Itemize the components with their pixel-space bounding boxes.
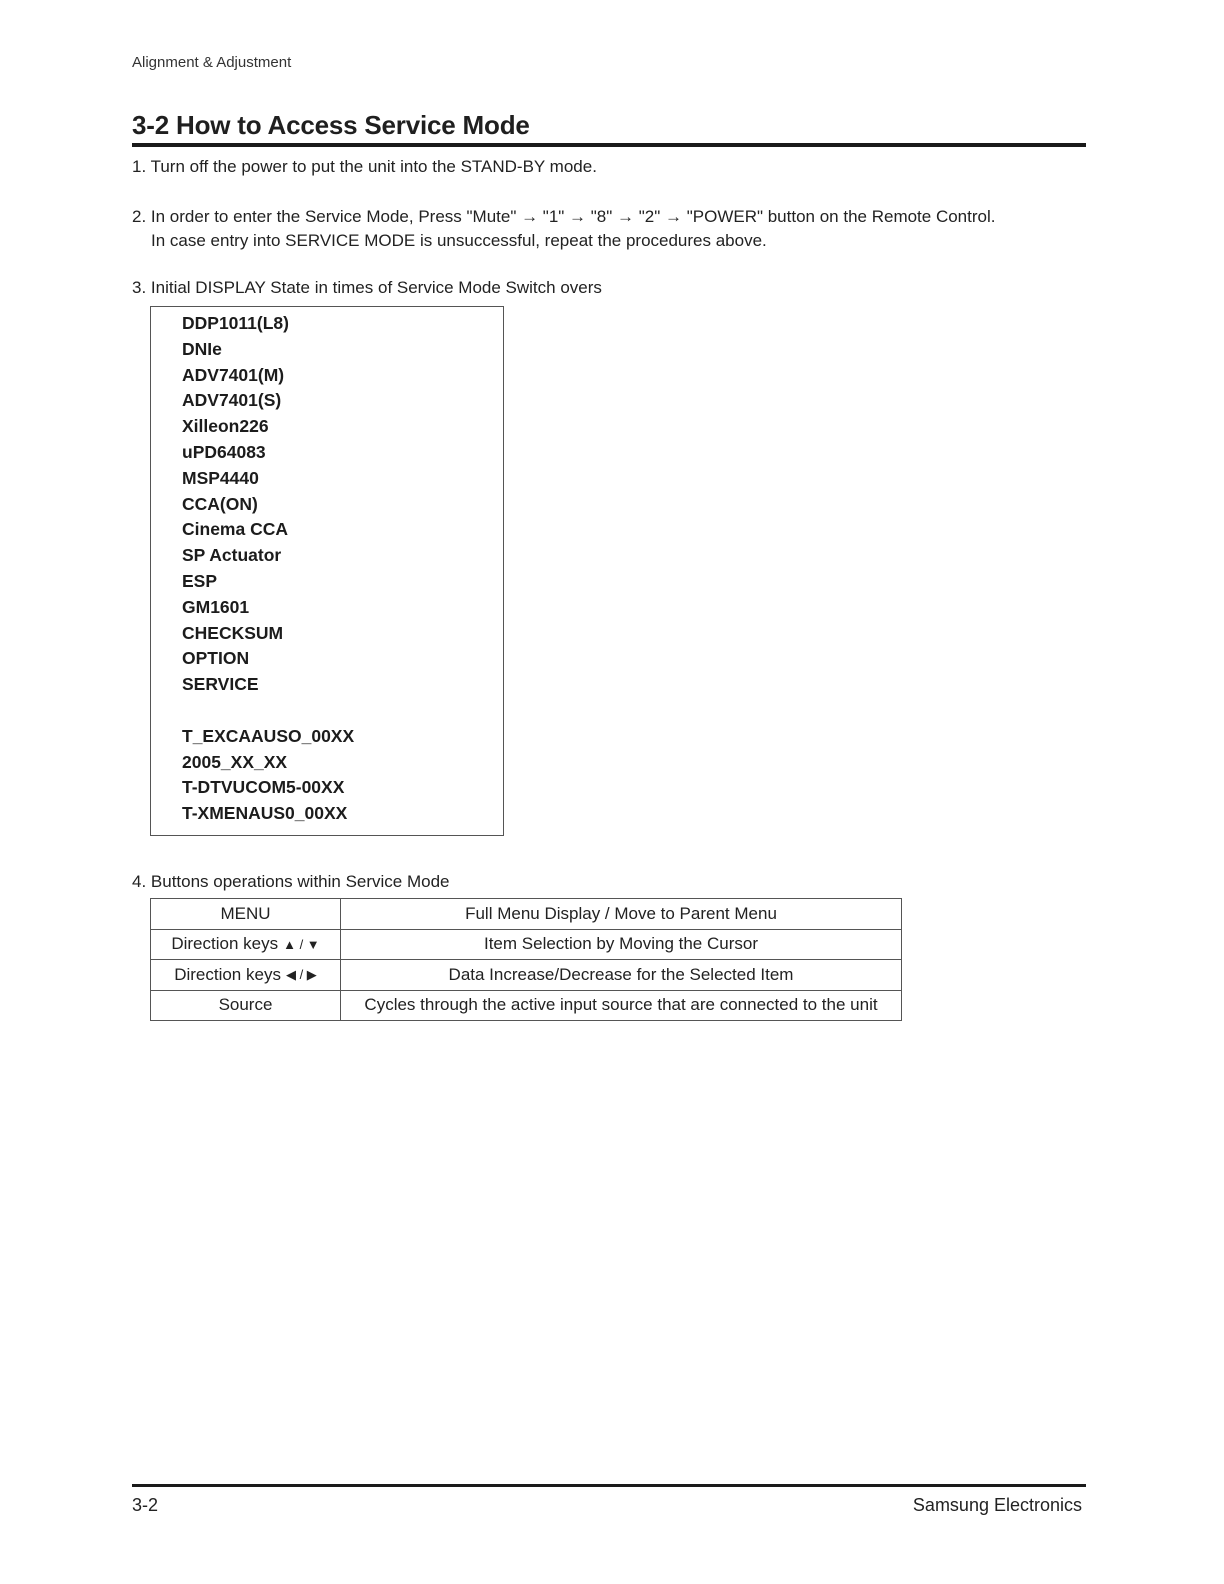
display-item: DDP1011(L8) xyxy=(182,313,289,333)
title-divider xyxy=(132,143,1086,147)
operation-key-cell xyxy=(151,899,341,930)
operation-key-label: MENU xyxy=(220,903,271,923)
display-item: ESP xyxy=(182,570,218,591)
display-item: SERVICE xyxy=(182,674,259,695)
display-item: ADV7401(M) xyxy=(182,364,285,385)
display-spacer xyxy=(182,698,354,724)
step-4-text: 4. Buttons operations within Service Mode xyxy=(132,872,450,891)
step-1-text: 1. Turn off the power to put the unit into the STAND-BY mode. xyxy=(132,157,597,176)
operation-key-cell xyxy=(151,929,341,960)
version-item: 2005_XX_XX xyxy=(182,751,288,772)
step-2-text xyxy=(132,205,995,253)
operation-key-cell xyxy=(151,990,341,1021)
up-down-arrow-icon: ▲ / ▼ xyxy=(283,936,320,952)
operation-description: Full Menu Display / Move to Parent Menu xyxy=(341,899,902,930)
operation-key-label: Source xyxy=(218,995,273,1015)
table-row xyxy=(151,899,902,930)
footer-company: Samsung Electronics xyxy=(912,1495,1082,1515)
display-item: Cinema CCA xyxy=(182,519,288,540)
version-item: T-DTVUCOM5-00XX xyxy=(182,777,345,798)
version-item: T_EXCAAUSO_00XX xyxy=(182,725,355,746)
display-item: MSP4440 xyxy=(182,467,259,488)
button-operations-table xyxy=(150,898,902,1021)
display-item: ADV7401(S) xyxy=(182,390,282,411)
display-item: SP Actuator xyxy=(182,545,282,566)
display-item: GM1601 xyxy=(182,596,250,617)
display-item: Xilleon226 xyxy=(182,416,269,437)
step-2-line-2: In case entry into SERVICE MODE is unsuccessful, repeat the procedures above. xyxy=(151,231,767,250)
left-right-arrow-icon: ◀ / ▶ xyxy=(285,967,317,983)
operation-key-label: Direction keys xyxy=(174,964,281,984)
display-item: CHECKSUM xyxy=(182,622,284,643)
table-row xyxy=(151,960,902,991)
table-row xyxy=(151,929,902,960)
operation-key-label: Direction keys xyxy=(171,934,279,954)
operation-key-cell xyxy=(151,960,341,991)
display-item-list xyxy=(182,311,354,827)
operation-description: Data Increase/Decrease for the Selected Item xyxy=(341,960,902,991)
page-number: 3-2 xyxy=(132,1495,159,1515)
operation-description: Cycles through the active input source that are connected to the unit xyxy=(341,990,902,1021)
version-item: T-XMENAUS0_00XX xyxy=(182,803,348,824)
display-item: OPTION xyxy=(182,648,250,669)
table-row xyxy=(151,990,902,1021)
page-title: 3-2 How to Access Service Mode xyxy=(132,110,530,140)
step-2-line-1: 2. In order to enter the Service Mode, Press "Mute" → "1" → "8" → "2" → "POWER" button on the Remote Control. xyxy=(132,207,996,226)
operation-description: Item Selection by Moving the Cursor xyxy=(341,929,902,960)
initial-display-box xyxy=(150,306,504,836)
footer-divider xyxy=(132,1484,1086,1487)
step-3-text: 3. Initial DISPLAY State in times of Service Mode Switch overs xyxy=(132,278,602,297)
section-header-label: Alignment & Adjustment xyxy=(132,54,292,71)
display-item: uPD64083 xyxy=(182,441,266,462)
display-item: CCA(ON) xyxy=(182,493,258,514)
display-item: DNIe xyxy=(182,338,222,359)
